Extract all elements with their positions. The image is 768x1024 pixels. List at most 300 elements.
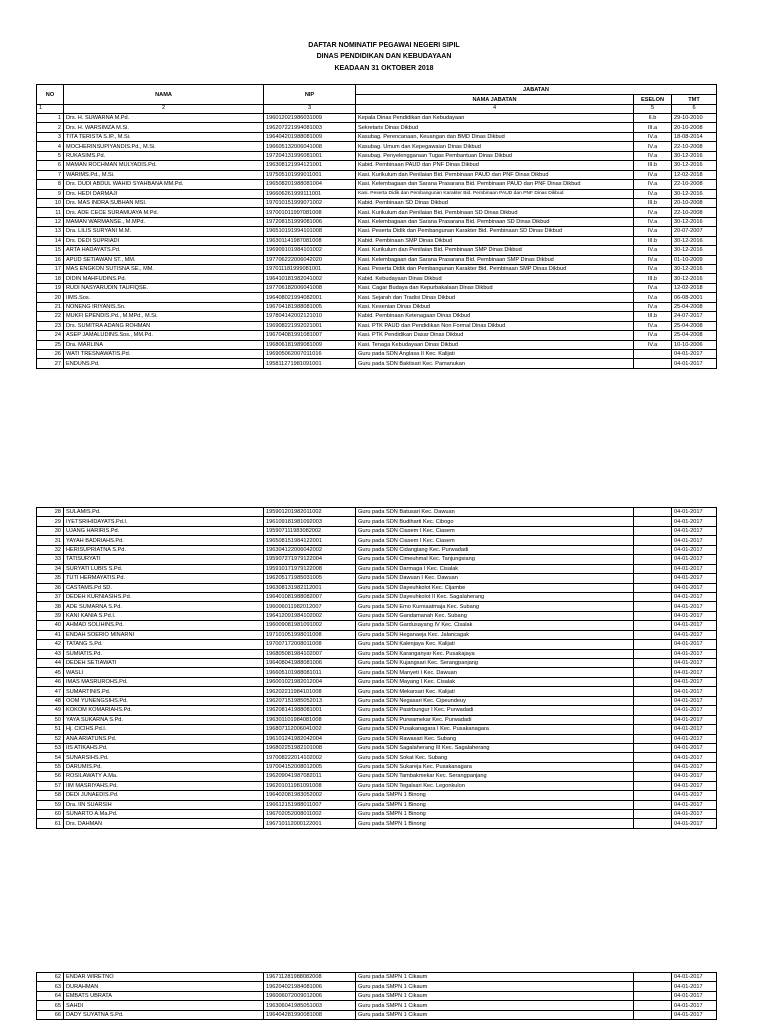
employee-nip: 196510191994101008	[264, 227, 356, 236]
employee-nip: 196408041988081006	[264, 659, 356, 668]
employee-name: IMAS MASRUROHS.Pd.	[64, 677, 264, 686]
header-no: NO	[37, 85, 64, 105]
echelon	[634, 517, 672, 526]
employee-name: ENDUNS.Pd.	[64, 359, 264, 368]
employee-name: ADE SUMARNA S.Pd.	[64, 602, 264, 611]
employee-nip: 197010151999071002	[264, 198, 356, 207]
employee-name: TITA TERISTA S.IP., M.Si.	[64, 132, 264, 141]
echelon: II.b	[634, 114, 672, 123]
tmt-date: 04-01-2017	[672, 991, 717, 1000]
tmt-date: 04-01-2017	[672, 649, 717, 658]
echelon	[634, 810, 672, 819]
tmt-date: 04-01-2017	[672, 1001, 717, 1010]
employee-name: CASTAMS.Pd SD.	[64, 583, 264, 592]
row-number: 7	[37, 170, 64, 179]
employee-nip: 196612151988011007	[264, 800, 356, 809]
tmt-date: 04-01-2017	[672, 753, 717, 762]
table-row	[37, 227, 717, 236]
table-row	[37, 715, 717, 724]
column-number: 2	[64, 105, 264, 114]
employee-name: WARIMS.Pd., M.Si.	[64, 170, 264, 179]
employee-nip: 196605101988081011	[264, 668, 356, 677]
position-title: Guru pada SMPN 1 Binong	[356, 800, 634, 809]
table-row	[37, 677, 717, 686]
row-number: 36	[37, 583, 64, 592]
employee-nip: 196201011981091008	[264, 781, 356, 790]
table-row	[37, 198, 717, 207]
row-number: 25	[37, 340, 64, 349]
position-title: Guru pada SDN Heganaeja Kec. Jalancagak	[356, 630, 634, 639]
echelon	[634, 583, 672, 592]
table-row	[37, 621, 717, 630]
echelon	[634, 734, 672, 743]
document-title-line-3: KEADAAN 31 OKTOBER 2018	[334, 65, 434, 72]
row-number: 8	[37, 180, 64, 189]
row-number: 23	[37, 321, 64, 330]
row-number: 19	[37, 283, 64, 292]
row-number: 33	[37, 555, 64, 564]
echelon: IV.a	[634, 189, 672, 198]
row-number: 51	[37, 725, 64, 734]
tmt-date: 04-01-2017	[672, 508, 717, 517]
employee-name: DADY SUYATNA S.Pd.	[64, 1010, 264, 1019]
table-row	[37, 151, 717, 160]
employee-nip: 196207221994081003	[264, 123, 356, 132]
table-row	[37, 517, 717, 526]
echelon: III.b	[634, 161, 672, 170]
position-title: Guru pada SDN Baktisari Kec. Pamanukan	[356, 359, 634, 368]
table-row	[37, 536, 717, 545]
row-number: 42	[37, 640, 64, 649]
row-number: 27	[37, 359, 64, 368]
employee-name: Hj. CICIHS.Pd.I.	[64, 725, 264, 734]
tmt-date: 04-01-2017	[672, 668, 717, 677]
tmt-date: 04-01-2017	[672, 762, 717, 771]
position-title: Guru pada SDN Manyeti I Kec. Dawuan	[356, 668, 634, 677]
table-row	[37, 982, 717, 991]
row-number: 38	[37, 602, 64, 611]
position-title: Guru pada SDN Gardusayang IV Kec. Cisalak	[356, 621, 634, 630]
position-title: Kabid. Pembinaan SD Dinas Dikbud	[356, 198, 634, 207]
employee-name: WASLI	[64, 668, 264, 677]
position-title: Kasubag. Penyelenggaraan Tugas Pembantuan Dinas Dikbud	[356, 151, 634, 160]
employee-name: ENDAR WIRETNO	[64, 973, 264, 982]
position-title: Guru pada SDN Dayeuhkolot II Kec. Sagalaherang	[356, 592, 634, 601]
table-row	[37, 706, 717, 715]
employee-table-block-2	[36, 507, 717, 829]
row-number: 6	[37, 161, 64, 170]
row-number: 60	[37, 810, 64, 819]
employee-nip: 197001011997081008	[264, 208, 356, 217]
employee-name: HERISUPRIATNA S.Pd.	[64, 545, 264, 554]
employee-name: RUKASIMS.Pd.	[64, 151, 264, 160]
tmt-date: 04-01-2017	[672, 517, 717, 526]
position-title: Guru pada SDN Gandamanah Kec. Subang	[356, 611, 634, 620]
position-title: Guru pada SMPN 1 Cikaum	[356, 1010, 634, 1019]
employee-name: Drs. MAS INDRA SUBHAN MSI.	[64, 198, 264, 207]
column-number: 5	[634, 105, 672, 114]
echelon: IV.a	[634, 293, 672, 302]
employee-nip: 196909101984101002	[264, 246, 356, 255]
row-number: 59	[37, 800, 64, 809]
position-title: Guru pada SDN Emo Kurniaatmaja Kec. Subang	[356, 602, 634, 611]
employee-nip: 197204131996081001	[264, 151, 356, 160]
employee-nip: 196301141987081008	[264, 236, 356, 245]
table-row	[37, 526, 717, 535]
table-row	[37, 611, 717, 620]
employee-nip: 196205171985031005	[264, 574, 356, 583]
table-row	[37, 583, 717, 592]
tmt-date: 04-01-2017	[672, 536, 717, 545]
tmt-date: 04-01-2017	[672, 715, 717, 724]
employee-nip: 196508151984122001	[264, 536, 356, 545]
tmt-date: 30-12-2016	[672, 274, 717, 283]
table-row	[37, 687, 717, 696]
tmt-date: 22-10-2008	[672, 180, 717, 189]
employee-name: MUKFI EPENDIS.Pd., M.MPd., M.Si.	[64, 312, 264, 321]
position-title: Guru pada SDN Mayang I Kec. Cisalak	[356, 677, 634, 686]
employee-nip: 196404281990081008	[264, 1010, 356, 1019]
echelon	[634, 743, 672, 752]
table-row	[37, 265, 717, 274]
employee-name: SULAMIS.Pd.	[64, 508, 264, 517]
position-title: Guru pada SDN Sukareja Kec. Pusakanagara	[356, 762, 634, 771]
employee-name: ANA ARIATUNS.Pd.	[64, 734, 264, 743]
employee-nip: 196009081981091002	[264, 621, 356, 630]
row-number: 16	[37, 255, 64, 264]
employee-name: ASEP JAMALUDINS.Sos., MM.Pd.	[64, 331, 264, 340]
echelon: III.b	[634, 198, 672, 207]
employee-name: IIMS.Sos.	[64, 293, 264, 302]
header-eselon: ESELON	[634, 95, 672, 105]
tmt-date: 30-12-2016	[672, 246, 717, 255]
table-row	[37, 331, 717, 340]
employee-name: TATISURYATI	[64, 555, 264, 564]
tmt-date: 30-12-2016	[672, 151, 717, 160]
employee-nip: 195907111983082002	[264, 526, 356, 535]
echelon	[634, 592, 672, 601]
echelon	[634, 602, 672, 611]
table-body-block-3	[37, 973, 717, 1020]
tmt-date: 04-01-2017	[672, 602, 717, 611]
position-title: Kasi. PTK PAUD dan Pendidikan Non Formal Dinas Dikbud	[356, 321, 634, 330]
row-number: 9	[37, 189, 64, 198]
table-row	[37, 592, 717, 601]
employee-name: IIS ATIKAHS.Pd.	[64, 743, 264, 752]
employee-nip: 196006072009012006	[264, 991, 356, 1000]
table-row	[37, 564, 717, 573]
employee-name: KANI KANIA S.Pd.I.	[64, 611, 264, 620]
table-row	[37, 508, 717, 517]
echelon	[634, 611, 672, 620]
employee-nip: 196006011982012007	[264, 602, 356, 611]
row-number: 10	[37, 198, 64, 207]
row-number: 46	[37, 677, 64, 686]
row-number: 65	[37, 1001, 64, 1010]
position-title: Kasi. Peserta Didik dan Pembangunan Karakter Bid. Pembinaan SMP Dinas Dikbud	[356, 265, 634, 274]
position-title: Kasi. Peserta Didik dan Pembangunan Karakter Bid. Pembinaan PAUD dan PNF Dinas Dikbud	[356, 189, 634, 198]
tmt-date: 04-01-2017	[672, 677, 717, 686]
tmt-date: 22-10-2008	[672, 208, 717, 217]
document-title-line-1: DAFTAR NOMINATIF PEGAWAI NEGERI SIPIL	[308, 42, 460, 49]
echelon	[634, 781, 672, 790]
echelon	[634, 545, 672, 554]
tmt-date: 06-08-2001	[672, 293, 717, 302]
position-title: Kasi. Sejarah dan Tradisi Dinas Dikbud	[356, 293, 634, 302]
row-number: 17	[37, 265, 64, 274]
tmt-date: 04-01-2017	[672, 772, 717, 781]
row-number: 14	[37, 236, 64, 245]
employee-nip: 196308121994121001	[264, 161, 356, 170]
tmt-date: 12-02-2018	[672, 283, 717, 292]
echelon	[634, 508, 672, 517]
employee-nip: 196905062007011016	[264, 349, 356, 358]
employee-nip: 196802251982101008	[264, 743, 356, 752]
position-title: Guru pada SDN Tegalsari Kec. Legonkulon	[356, 781, 634, 790]
employee-name: YAYAH BADRIAHS.Pd.	[64, 536, 264, 545]
echelon: III.b	[634, 236, 672, 245]
tmt-date: 04-01-2017	[672, 810, 717, 819]
position-title: Guru pada SDN Cimeuhmal Kec. Tanjungsiang	[356, 555, 634, 564]
echelon: IV.a	[634, 246, 672, 255]
row-number: 22	[37, 312, 64, 321]
row-number: 12	[37, 217, 64, 226]
table-body-block-2	[37, 508, 717, 829]
table-row	[37, 649, 717, 658]
row-number: 15	[37, 246, 64, 255]
employee-name: DEDEH SETIAWATI	[64, 659, 264, 668]
employee-name: IIM MASRIYAHS.Pd.	[64, 781, 264, 790]
table-row	[37, 555, 717, 564]
row-number: 55	[37, 762, 64, 771]
tmt-date: 04-01-2017	[672, 1010, 717, 1019]
position-title: Kabid. Pembinaan PAUD dan PNF Dinas Dikbud	[356, 161, 634, 170]
echelon	[634, 725, 672, 734]
position-title: Guru pada SMPN 1 Binong	[356, 810, 634, 819]
position-title: Guru pada SMPN 1 Binong	[356, 819, 634, 828]
echelon	[634, 555, 672, 564]
tmt-date: 10-10-2006	[672, 340, 717, 349]
echelon	[634, 564, 672, 573]
tmt-date: 04-01-2017	[672, 973, 717, 982]
employee-name: Drs. DAHMAN	[64, 819, 264, 828]
employee-nip: 196308131982112001	[264, 583, 356, 592]
employee-name: SAHDI	[64, 1001, 264, 1010]
tmt-date: 04-01-2017	[672, 564, 717, 573]
employee-table-block-3	[36, 972, 717, 1020]
position-title: Guru pada SDN Cidangiang Kec. Purwadadi	[356, 545, 634, 554]
table-row	[37, 545, 717, 554]
column-number-row	[37, 105, 717, 114]
table-row	[37, 810, 717, 819]
echelon: IV.a	[634, 283, 672, 292]
tmt-date: 24-07-2017	[672, 312, 717, 321]
employee-name: DEDI JUNAEDIS.Pd.	[64, 791, 264, 800]
echelon	[634, 536, 672, 545]
row-number: 1	[37, 114, 64, 123]
employee-name: ROSILAWATY A.Ma.	[64, 772, 264, 781]
table-row	[37, 781, 717, 790]
table-row	[37, 602, 717, 611]
position-title: Guru pada SDN Kalenjaya Kec. Kalijati	[356, 640, 634, 649]
table-row	[37, 725, 717, 734]
position-title: Kasi. Kelembagaan dan Sarana Prasarana Bid. Pembinaan PAUD dan PNF Dinas Dikbud	[356, 180, 634, 189]
employee-name: NONENG IRIYANIS.Sn.	[64, 302, 264, 311]
table-row	[37, 274, 717, 283]
employee-name: Drs. H. SUWARNA M.Pd.	[64, 114, 264, 123]
row-number: 31	[37, 536, 64, 545]
tmt-date: 01-10-2009	[672, 255, 717, 264]
echelon	[634, 668, 672, 677]
position-title: Kasi. Peserta Didik dan Pembangunan Karakter Bid. Pembinaan SD Dinas Dikbud	[356, 227, 634, 236]
employee-name: Dra. MARLINA	[64, 340, 264, 349]
row-number: 3	[37, 132, 64, 141]
echelon	[634, 687, 672, 696]
position-title: Guru pada SDN Anglasa II Kec. Kalijati	[356, 349, 634, 358]
position-title: Guru pada SDN Pasirbungur I Kec. Purwadadi	[356, 706, 634, 715]
tmt-date: 25-04-2008	[672, 331, 717, 340]
echelon	[634, 753, 672, 762]
employee-nip: 197505101999011001	[264, 170, 356, 179]
column-number: 6	[672, 105, 717, 114]
echelon: IV.a	[634, 321, 672, 330]
row-number: 58	[37, 791, 64, 800]
table-row	[37, 189, 717, 198]
echelon: IV.a	[634, 217, 672, 226]
position-title: Kasi. Kurikulum dan Penilaian Bid. Pembinaan SD Dinas Dikbud	[356, 208, 634, 217]
position-title: Kasi. Cagar Budaya dan Kepurbakalaan Dinas Dikbud	[356, 283, 634, 292]
employee-nip: 196401081988082007	[264, 592, 356, 601]
position-title: Kasi. Kurikulum dan Penilaian Bid. Pembinaan PAUD dan PNF Dinas Dikbud	[356, 170, 634, 179]
table-row	[37, 668, 717, 677]
echelon	[634, 791, 672, 800]
row-number: 21	[37, 302, 64, 311]
tmt-date: 04-01-2017	[672, 696, 717, 705]
tmt-date: 04-01-2017	[672, 630, 717, 639]
row-number: 2	[37, 123, 64, 132]
table-row	[37, 772, 717, 781]
table-row	[37, 696, 717, 705]
table-row	[37, 208, 717, 217]
row-number: 18	[37, 274, 64, 283]
position-title: Guru pada SMPN 1 Cikaum	[356, 991, 634, 1000]
echelon: IV.a	[634, 170, 672, 179]
employee-name: Drs. DEDI SUPRIADI	[64, 236, 264, 245]
employee-nip: 196101241982042004	[264, 734, 356, 743]
employee-nip: 195901201982011002	[264, 508, 356, 517]
row-number: 13	[37, 227, 64, 236]
employee-name: YAYA SUKARNA S.Pd.	[64, 715, 264, 724]
employee-nip: 196702052008011002	[264, 810, 356, 819]
position-title: Kasi. Kurikulum dan Penilaian Bid. Pembinaan SMP Dinas Dikbud	[356, 246, 634, 255]
position-title: Kasi. Kelembagaan dan Sarana Prasarana Bid. Pembinaan SMP Dinas Dikbud	[356, 255, 634, 264]
header-nama: NAMA	[64, 85, 264, 105]
employee-nip: 196508201988081004	[264, 180, 356, 189]
row-number: 56	[37, 772, 64, 781]
table-row	[37, 142, 717, 151]
employee-nip: 195907271979122004	[264, 555, 356, 564]
document-title-line-2: DINAS PENDIDIKAN DAN KEBUDAYAAN	[316, 53, 452, 60]
table-row	[37, 819, 717, 828]
echelon	[634, 359, 672, 368]
row-number: 20	[37, 293, 64, 302]
position-title: Guru pada SDN Dawuan I Kec. Dawuan	[356, 574, 634, 583]
echelon: IV.a	[634, 208, 672, 217]
employee-name: DARUMIS.Pd.	[64, 762, 264, 771]
echelon	[634, 640, 672, 649]
header-nip: NIP	[264, 85, 356, 105]
table-row	[37, 236, 717, 245]
employee-name: TUTI HERMAYATIS.Pd.	[64, 574, 264, 583]
echelon: IV.a	[634, 255, 672, 264]
employee-nip: 197208151999081006	[264, 217, 356, 226]
echelon	[634, 526, 672, 535]
row-number: 26	[37, 349, 64, 358]
table-row	[37, 753, 717, 762]
employee-nip: 196908221992021001	[264, 321, 356, 330]
row-number: 54	[37, 753, 64, 762]
row-number: 44	[37, 659, 64, 668]
tmt-date: 25-04-2008	[672, 321, 717, 330]
position-title: Guru pada SDN Pusakanagara I Kec. Pusakanagara	[356, 725, 634, 734]
row-number: 30	[37, 526, 64, 535]
employee-nip: 196109181981092003	[264, 517, 356, 526]
row-number: 52	[37, 734, 64, 743]
tmt-date: 18-08-2014	[672, 132, 717, 141]
column-number: 4	[356, 105, 634, 114]
position-title: Kabid. Pembinaan Ketenagaan Dinas Dikbud	[356, 312, 634, 321]
header-nama-jabatan: NAMA JABATAN	[356, 95, 634, 105]
table-row	[37, 132, 717, 141]
position-title: Kasi. Kesenian Dinas Dikbud	[356, 302, 634, 311]
employee-nip: 196204021984081006	[264, 982, 356, 991]
echelon	[634, 621, 672, 630]
position-title: Guru pada SDN Kujangsari Kec. Serangpanjang	[356, 659, 634, 668]
employee-name: Dra. LILIS SURYANI M.M.	[64, 227, 264, 236]
header-jabatan: JABATAN	[356, 85, 717, 95]
employee-name: Dra. IIN SUARSIH	[64, 800, 264, 809]
row-number: 34	[37, 564, 64, 573]
table-row	[37, 349, 717, 358]
employee-name: Drs. SUMITRA ADANG ROHMAN	[64, 321, 264, 330]
echelon: IV.a	[634, 227, 672, 236]
table-row	[37, 574, 717, 583]
employee-name: Drs. H. WARSIMZA M.Si.	[64, 123, 264, 132]
tmt-date: 04-01-2017	[672, 621, 717, 630]
table-row	[37, 991, 717, 1000]
tmt-date: 04-01-2017	[672, 659, 717, 668]
tmt-date: 04-01-2017	[672, 545, 717, 554]
employee-nip: 196410181982041002	[264, 274, 356, 283]
table-row	[37, 255, 717, 264]
position-title: Kasubag. Perencanaan, Keuangan dan BMD Dinas Dikbud	[356, 132, 634, 141]
employee-name: Drs. HEDI DARMAJI	[64, 189, 264, 198]
employee-name: UJANG HARIRIS.Pd.	[64, 526, 264, 535]
position-title: Sekretaris Dinas Dikbud	[356, 123, 634, 132]
tmt-date: 04-01-2017	[672, 743, 717, 752]
echelon: III.b	[634, 274, 672, 283]
echelon: IV.a	[634, 151, 672, 160]
table-row	[37, 1010, 717, 1019]
row-number: 28	[37, 508, 64, 517]
echelon	[634, 1001, 672, 1010]
row-number: 53	[37, 743, 64, 752]
row-number: 37	[37, 592, 64, 601]
position-title: Guru pada SMPN 1 Cikaum	[356, 982, 634, 991]
employee-nip: 196704181988081005	[264, 302, 356, 311]
employee-name: MAMAN ROCHMAN MULYADIS.Pd.	[64, 161, 264, 170]
position-title: Guru pada SDN Karanganyar Kec. Pusakajaya	[356, 649, 634, 658]
